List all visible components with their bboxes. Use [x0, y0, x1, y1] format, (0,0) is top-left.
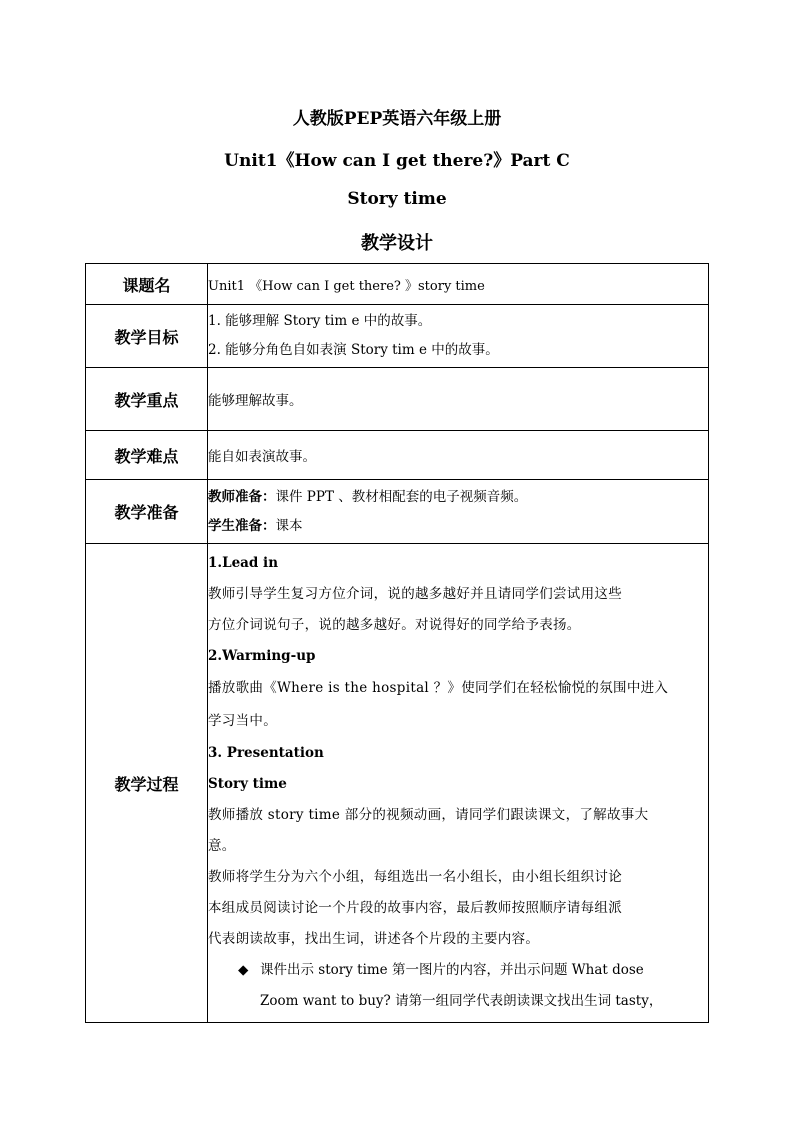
section-paragraph: [208, 579, 708, 641]
paragraph-line: 学习当中。: [208, 713, 277, 729]
section-paragraph: [208, 800, 708, 862]
paragraph-line: 本组成员阅读讨论一个片段的故事内容，最后教师按照顺序请每组派: [208, 900, 622, 916]
section-heading: 3. Presentation: [208, 745, 324, 761]
doc-title-1: 人教版PEP英语六年级上册: [292, 109, 502, 129]
section-heading: 1.Lead in: [208, 555, 279, 571]
topic-value: [208, 264, 709, 305]
prep-teacher: [208, 483, 708, 512]
doc-title-3: Story time: [347, 189, 447, 209]
paragraph-line: 方位介词说句子，说的越多越好。对说得好的同学给予表扬。: [208, 617, 581, 633]
difficulty-text: 能自如表演故事。: [208, 449, 316, 465]
key-text: 能够理解故事。: [208, 393, 303, 409]
prep-student: [208, 512, 708, 541]
topic-label: 课题名: [86, 264, 208, 305]
difficulty-label: 教学难点: [86, 431, 208, 480]
goals-label: 教学目标: [86, 305, 208, 368]
paragraph-line: 教师播放 story time 部分的视频动画，请同学们跟读课文，了解故事大: [208, 807, 649, 823]
goals-value: [208, 305, 709, 368]
paragraph-line: 教师引导学生复习方位介词，说的越多越好并且请同学们尝试用这些: [208, 586, 622, 602]
topic-row: [86, 264, 709, 305]
prep-student-label: 学生准备：: [208, 517, 276, 534]
section-paragraph: [208, 672, 708, 738]
bullet-item: [208, 955, 708, 986]
key-label: 教学重点: [86, 368, 208, 431]
prep-teacher-value: 课件 PPT 、教材相配套的电子视频音频。: [275, 488, 528, 505]
prep-label: 教学准备: [86, 480, 208, 544]
key-value: [208, 368, 709, 431]
prep-teacher-label: 教师准备：: [208, 488, 276, 505]
lesson-plan-table: [85, 263, 709, 1023]
prep-value: [208, 480, 709, 544]
topic-text: Unit1 《How can I get there? 》story time: [208, 278, 485, 294]
difficulty-value: [208, 431, 709, 480]
bullet-text: 课件出示 story time 第一图片的内容，并出示问题 What dose: [260, 962, 644, 978]
section-heading: 2.Warming-up: [208, 648, 316, 664]
paragraph-line: 播放歌曲《Where is the hospital ？》使同学们在轻松愉悦的氛围中进入: [208, 680, 669, 696]
prep-student-value: 课本: [275, 517, 303, 534]
paragraph-line: 教师将学生分为六个小组，每组选出一名小组长，由小组长组织讨论: [208, 869, 622, 885]
paragraph-line: 代表朗读故事，找出生词，讲述各个片段的主要内容。: [208, 931, 540, 947]
difficulty-row: [86, 431, 709, 480]
prep-row: [86, 480, 709, 544]
goal-item: 1. 能够理解 Story tim e 中的故事。: [208, 313, 432, 329]
diamond-bullet-icon: ◆: [238, 962, 249, 978]
bullet-continuation: Zoom want to buy? 请第一组同学代表朗读课文找出生词 tasty，: [260, 993, 663, 1009]
section-paragraph: [208, 862, 708, 955]
doc-title-4: 教学设计: [361, 233, 433, 254]
subsection-heading: Story time: [208, 776, 287, 792]
process-label: 教学过程: [86, 544, 208, 1023]
paragraph-line: 意。: [208, 838, 236, 854]
process-row: [86, 544, 709, 1023]
key-row: [86, 368, 709, 431]
goals-row: [86, 305, 709, 368]
process-value: [208, 544, 709, 1023]
doc-title-2: Unit1《How can I get there?》Part C: [224, 151, 570, 171]
goal-item: 2. 能够分角色自如表演 Story tim e 中的故事。: [208, 342, 499, 358]
